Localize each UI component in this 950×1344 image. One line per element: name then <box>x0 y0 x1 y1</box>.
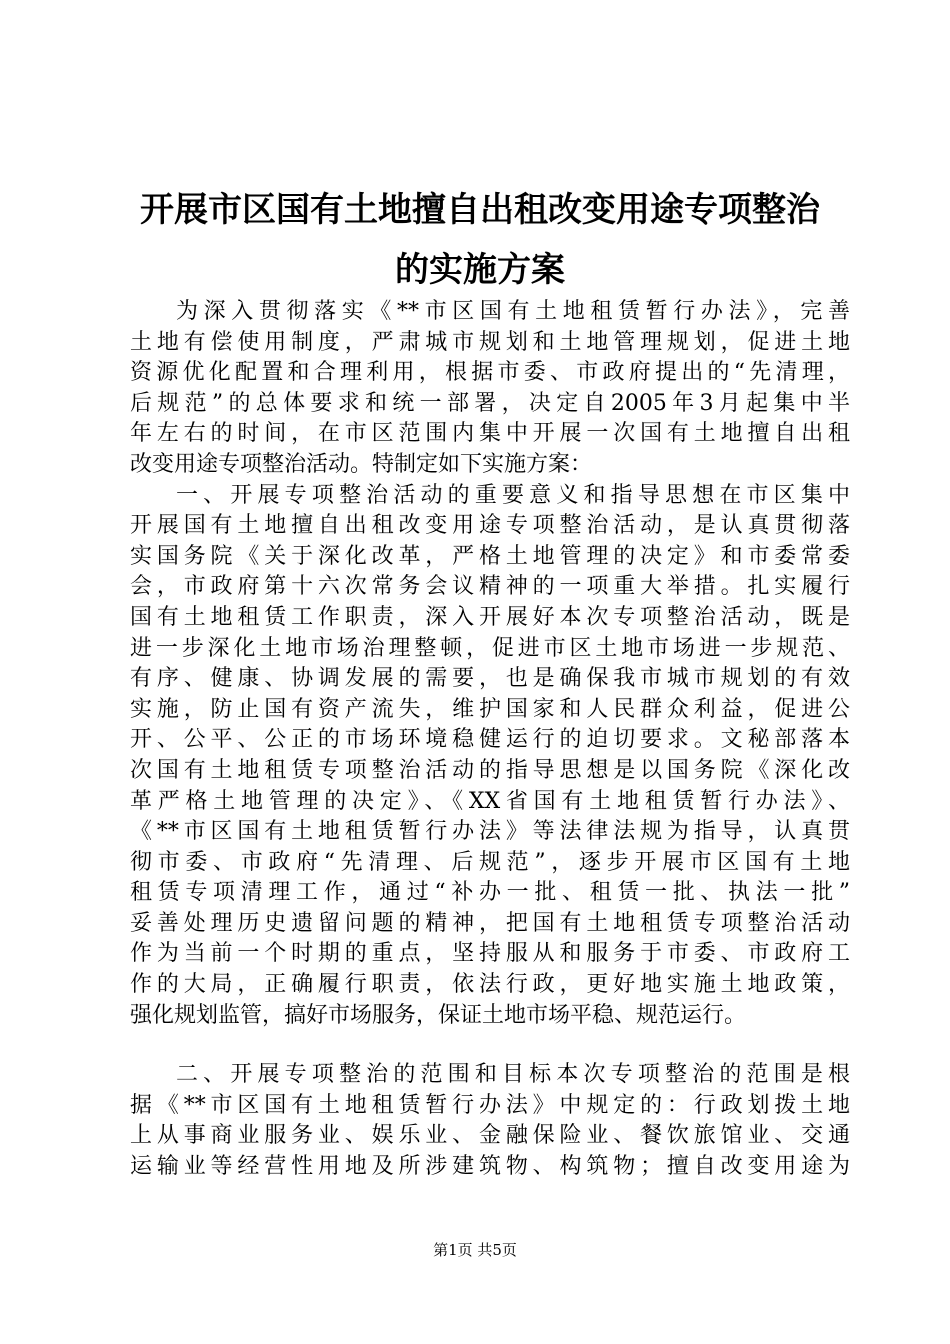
text-line: 资源优化配置和合理利用，根据市委、市政府提出的“先清理， <box>130 360 850 386</box>
body-paragraphs-block-2 <box>130 1060 850 1182</box>
text-line: 年左右的时间，在市区范围内集中开展一次国有土地擅自出租 <box>130 421 850 447</box>
text-line: 运输业等经营性用地及所涉建筑物、构筑物；擅自改变用途为 <box>130 1153 850 1179</box>
text-line: 一、开展专项整治活动的重要意义和指导思想在市区集中 <box>176 482 850 508</box>
text-line: 会，市政府第十六次常务会议精神的一项重大举措。扎实履行 <box>130 574 850 600</box>
text-line: 革严格土地管理的决定》、《XX省国有土地租赁暂行办法》、 <box>130 788 850 814</box>
text-line: 实施，防止国有资产流失，维护国家和人民群众利益，促进公 <box>130 696 850 722</box>
text-line: 改变用途专项整治活动。特制定如下实施方案： <box>130 451 593 477</box>
text-line: 租赁专项清理工作，通过“补办一批、租赁一批、执法一批” <box>130 880 850 906</box>
text-line: 后规范”的总体要求和统一部署，决定自2005年3月起集中半 <box>130 390 850 416</box>
text-line: 《**市区国有土地租赁暂行办法》等法律法规为指导，认真贯 <box>130 819 850 845</box>
text-line: 为深入贯彻落实《**市区国有土地租赁暂行办法》，完善 <box>176 299 850 324</box>
text-line: 妥善处理历史遗留问题的精神，把国有土地租赁专项整治活动 <box>130 910 850 936</box>
document-title-line-1: 开展市区国有土地擅自出租改变用途专项整治 <box>140 190 820 230</box>
text-line: 土地有偿使用制度，严肃城市规划和土地管理规划，促进土地 <box>130 329 850 355</box>
document-title-line-2: 的实施方案 <box>395 250 565 290</box>
text-line: 强化规划监管，搞好市场服务，保证土地市场平稳、规范运行。 <box>130 1002 747 1028</box>
page-number-footer: 第1页 共5页 <box>433 1241 517 1259</box>
body-paragraphs-block-1 <box>130 297 850 1031</box>
text-line: 上从事商业服务业、娱乐业、金融保险业、餐饮旅馆业、交通 <box>130 1123 850 1149</box>
text-line: 实国务院《关于深化改革，严格土地管理的决定》和市委常委 <box>130 543 850 569</box>
text-line: 开、公平、公正的市场环境稳健运行的迫切要求。文秘部落本 <box>130 727 850 753</box>
text-line: 二、开展专项整治的范围和目标本次专项整治的范围是根 <box>176 1062 850 1087</box>
text-line: 彻市委、市政府“先清理、后规范”，逐步开展市区国有土地 <box>130 849 850 875</box>
text-line: 国有土地租赁工作职责，深入开展好本次专项整治活动，既是 <box>130 604 850 630</box>
text-line: 据《**市区国有土地租赁暂行办法》中规定的：行政划拨土地 <box>130 1092 850 1118</box>
text-line: 作的大局，正确履行职责，依法行政，更好地实施土地政策， <box>130 972 850 998</box>
text-line: 次国有土地租赁专项整治活动的指导思想是以国务院《深化改 <box>130 757 850 783</box>
text-line: 作为当前一个时期的重点，坚持服从和服务于市委、市政府工 <box>130 941 850 967</box>
text-line: 进一步深化土地市场治理整顿，促进市区土地市场进一步规范、 <box>130 635 850 661</box>
text-line: 有序、健康、协调发展的需要，也是确保我市城市规划的有效 <box>130 666 850 692</box>
text-line: 开展国有土地擅自出租改变用途专项整治活动，是认真贯彻落 <box>130 513 850 539</box>
